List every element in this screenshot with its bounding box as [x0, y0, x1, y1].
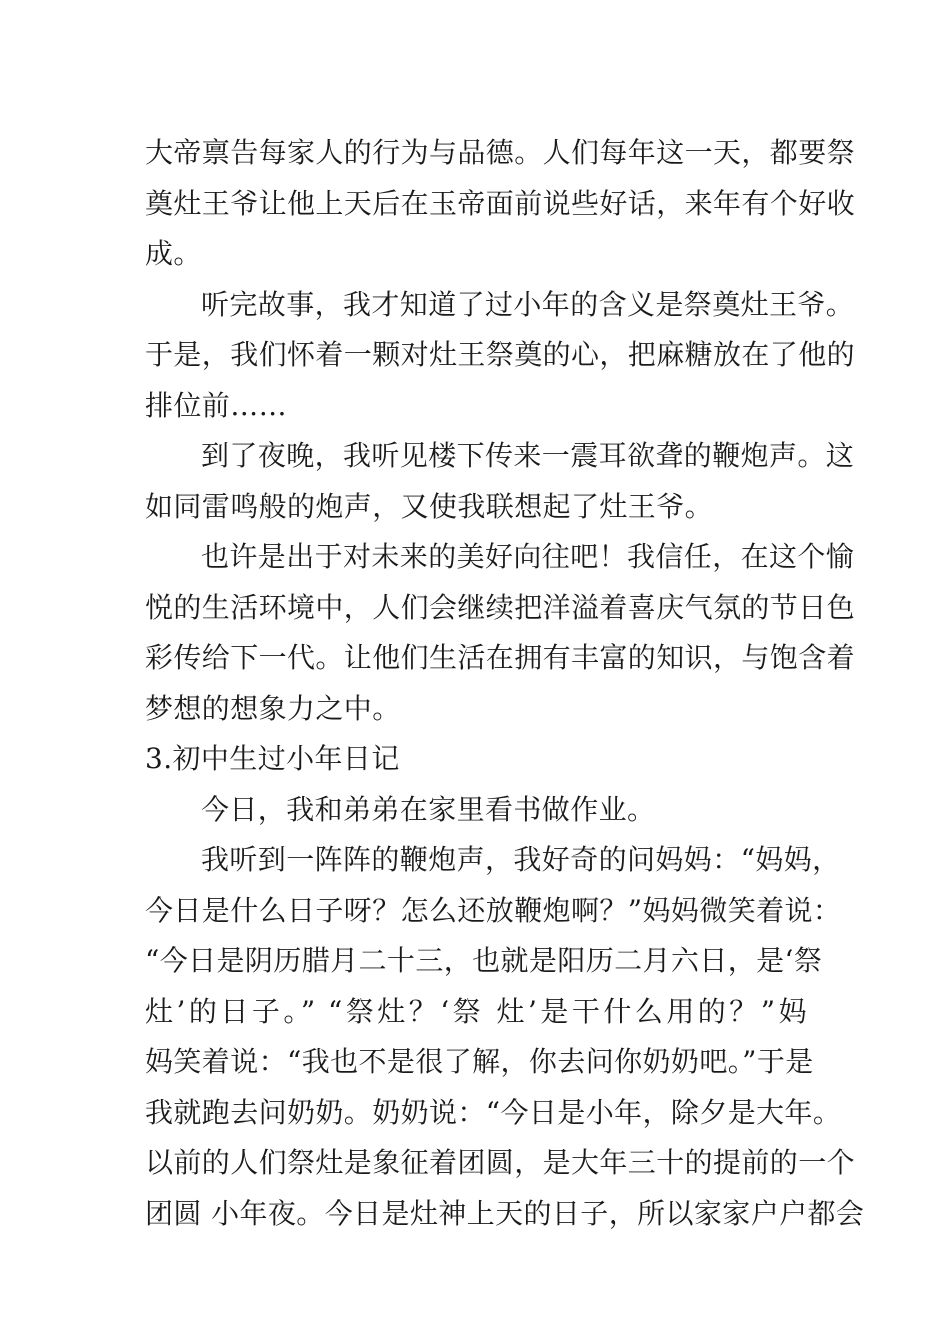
paragraph-line: 排位前……: [145, 388, 288, 422]
paragraph-line: 悦的生活环境中，人们会继续把洋溢着喜庆气氛的节日色: [145, 590, 856, 624]
paragraph-4: [145, 532, 856, 734]
paragraph-line: 也许是出于对未来的美好向往吧！我信任，在这个愉: [201, 540, 855, 573]
paragraph-line: “今日是阴历腊月二十三，也就是阳历二月六日，是‘祭: [145, 944, 823, 977]
paragraph-line: 我就跑去问奶奶。奶奶说：“今日是小年，除夕是大年。: [145, 1095, 842, 1129]
document-body: [145, 128, 865, 1239]
paragraph-5: [145, 785, 807, 836]
paragraph-line: 彩传给下一代。让他们生活在拥有丰富的知识，与饱含着: [145, 641, 856, 674]
paragraph-line: 灶’的日子。” “祭灶？‘祭 灶’是干什么用的？”妈: [145, 994, 807, 1028]
paragraph-line: 今日是什么日子呀？怎么还放鞭炮啊？”妈妈微笑着说：: [145, 893, 842, 927]
paragraph-line: 到了夜晚，我听见楼下传来一震耳欲聋的鞭炮声。这: [201, 439, 855, 472]
paragraph-line: 听完故事，我才知道了过小年的含义是祭奠灶王爷。: [201, 287, 855, 321]
paragraph-line: 妈笑着说：“我也不是很了解，你去问你奶奶吧。”于是: [145, 1045, 814, 1078]
paragraph-6: [145, 835, 865, 1239]
paragraph-line: 今日，我和弟弟在家里看书做作业。: [201, 792, 656, 826]
section-heading: 3.初中生过小年日记: [145, 742, 400, 775]
paragraph-line: 大帝禀告每家人的行为与品德。人们每年这一天，都要祭: [145, 136, 856, 169]
paragraph-2: [145, 280, 856, 432]
paragraph-line: 以前的人们祭灶是象征着团圆，是大年三十的提前的一个: [145, 1146, 856, 1179]
paragraph-line: 梦想的想象力之中。: [145, 691, 401, 725]
paragraph-line: 奠灶王爷让他上天后在玉帝面前说些好话，来年有个好收: [145, 186, 856, 220]
paragraph-3: [145, 431, 855, 532]
paragraph-line: 如同雷鸣般的炮声，又使我联想起了灶王爷。: [145, 489, 714, 523]
paragraph-1: [145, 128, 856, 280]
paragraph-line: 我听到一阵阵的鞭炮声，我好奇的问妈妈：“妈妈，: [201, 843, 841, 876]
paragraph-line: 于是，我们怀着一颗对灶王祭奠的心，把麻糖放在了他的: [145, 338, 856, 371]
paragraph-line: 成。: [145, 237, 202, 270]
paragraph-line: 团圆 小年夜。今日是灶神上天的日子，所以家家户户都会: [145, 1196, 865, 1230]
